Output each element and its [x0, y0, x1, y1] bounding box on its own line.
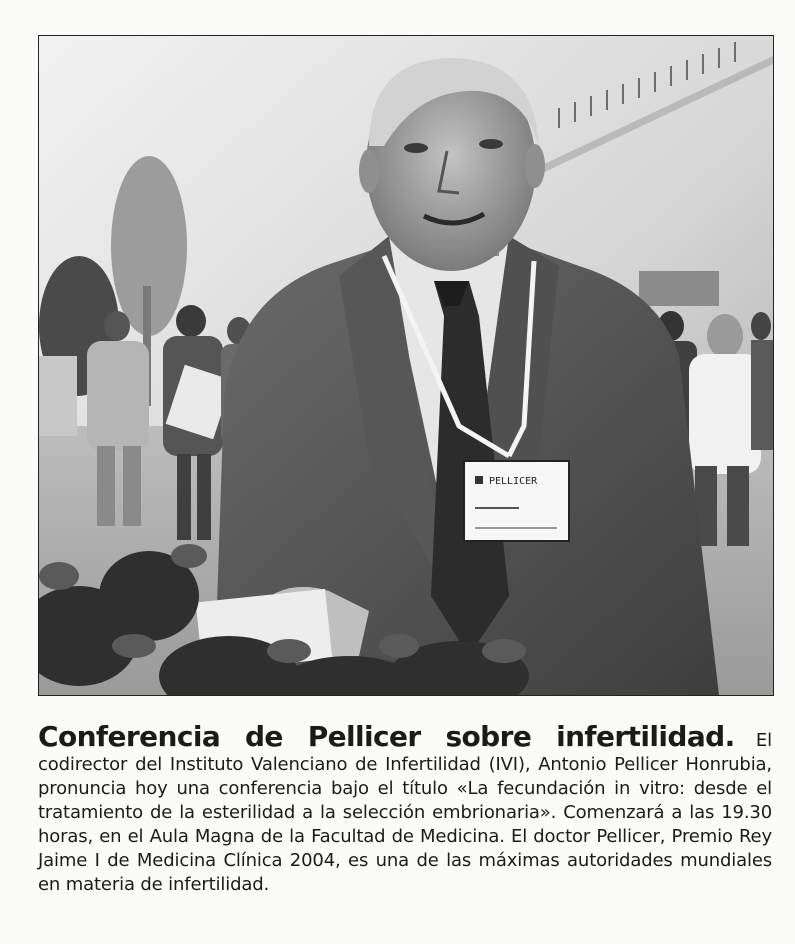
name-badge — [464, 461, 569, 541]
article-body: El codirector del Instituto Valenciano de Infertilidad (IVI), Antonio Pellicer Honrubia, pronuncia hoy una conferencia bajo el título «La fecundación in vitro: desde el tratamiento de la esterilidad a la selección embrionaria». Comenzará a las 19.30 horas, en el Aula Magna de la Facultad de Medicina. El doctor Pellicer, Premio Rey Jaime I de Medicina Clínica 2004, es una de las máximas autoridades mundiales en materia de infertilidad. — [38, 730, 772, 895]
photo-illustration — [39, 36, 773, 695]
article-caption — [38, 722, 772, 897]
headline: Conferencia de Pellicer sobre infertilidad. — [38, 720, 735, 753]
badge-text: PELLICER — [489, 476, 538, 487]
news-photo — [38, 35, 774, 696]
